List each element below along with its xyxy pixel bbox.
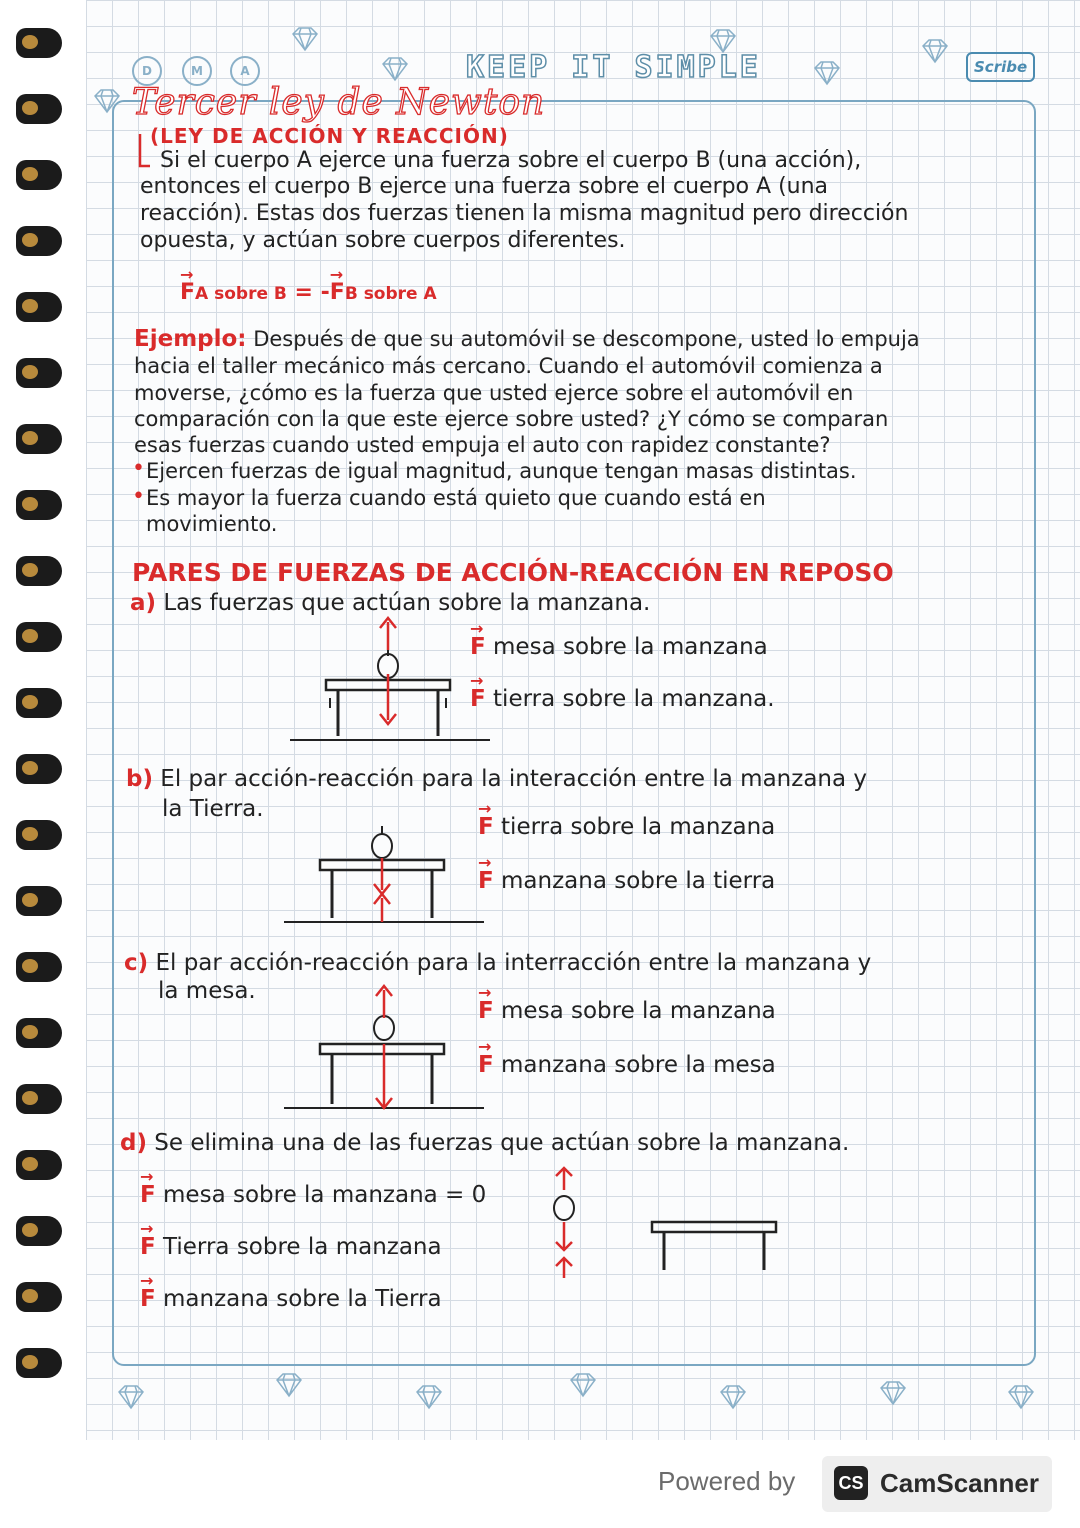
- bullet-dot: •: [132, 456, 145, 481]
- ring: [16, 1282, 62, 1312]
- force-text: manzana sobre la Tierra: [163, 1286, 442, 1312]
- ring: [16, 1216, 62, 1246]
- part-text: Las fuerzas que actúan sobre la manzana.: [163, 590, 651, 616]
- force-text: mesa sobre la manzana: [501, 998, 776, 1024]
- diamond-icon: [878, 1380, 908, 1406]
- force-text: Tierra sobre la manzana: [163, 1234, 442, 1260]
- ring: [16, 1150, 62, 1180]
- camscanner-logo-icon: CS: [834, 1466, 868, 1500]
- force-label: [140, 1234, 442, 1260]
- vector-f-icon: → F: [470, 686, 486, 712]
- subtitle: (LEY DE ACCIÓN Y REACCIÓN): [150, 124, 509, 148]
- part-text-continuation: la mesa.: [158, 978, 256, 1004]
- formula-equals: = -: [294, 280, 330, 305]
- example-line: hacia el taller mecánico más cercano. Cuando el automóvil comienza a: [134, 354, 883, 378]
- part-letter: d): [120, 1130, 147, 1156]
- header-circle-m: M: [182, 56, 212, 86]
- force-text: tierra sobre la manzana.: [493, 686, 775, 712]
- part-letter: a): [130, 590, 157, 616]
- diagram-d: [540, 1166, 800, 1286]
- definition-line: entonces el cuerpo B ejerce una fuerza sobre el cuerpo A (una: [140, 174, 829, 199]
- spiral-binding: [0, 0, 86, 1440]
- ring: [16, 886, 62, 916]
- part-d-heading: [120, 1130, 849, 1156]
- bullet-item: Ejercen fuerzas de igual magnitud, aunque tengan masas distintas.: [146, 459, 857, 483]
- bullet-item: Es mayor la fuerza cuando está quieto que cuando está en: [146, 486, 766, 510]
- force-label: [478, 998, 776, 1024]
- part-letter: b): [126, 766, 153, 792]
- force-text: mesa sobre la manzana = 0: [163, 1182, 487, 1208]
- section-heading: PARES DE FUERZAS DE ACCIÓN-REACCIÓN EN REPOSO: [132, 558, 894, 587]
- force-label: [478, 814, 775, 840]
- example-line: esas fuerzas cuando usted empuja el auto con rapidez constante?: [134, 433, 831, 457]
- ring: [16, 556, 62, 586]
- diamond-icon: [568, 1372, 598, 1398]
- ring: [16, 688, 62, 718]
- part-text-continuation: la Tierra.: [162, 796, 264, 822]
- example-line-1: [134, 326, 920, 352]
- powered-by-text: Powered by: [658, 1466, 796, 1496]
- vector-f-icon: → F: [140, 1286, 156, 1312]
- vector-f-icon: → F: [478, 868, 494, 894]
- bullet-dot: •: [132, 484, 145, 509]
- formula: [180, 280, 437, 305]
- vector-f-icon: → F: [470, 634, 486, 660]
- ring: [16, 1018, 62, 1048]
- example-label: Ejemplo:: [134, 326, 247, 352]
- part-text: El par acción-reacción para la interacción entre la manzana y: [160, 766, 868, 792]
- force-text: tierra sobre la manzana: [501, 814, 776, 840]
- diagram-a: [290, 612, 500, 744]
- example-text: Después de que su automóvil se descompone, usted lo empuja: [253, 327, 920, 351]
- diagram-c: [284, 984, 494, 1112]
- ring: [16, 1348, 62, 1378]
- force-label: [478, 1052, 776, 1078]
- ring: [16, 226, 62, 256]
- camscanner-name: CamScanner: [880, 1468, 1039, 1498]
- ring: [16, 94, 62, 124]
- diamond-icon: [116, 1384, 146, 1410]
- diamond-icon: [708, 28, 738, 54]
- formula-subscript: B sobre A: [344, 284, 437, 304]
- ring: [16, 424, 62, 454]
- diamond-icon: [812, 60, 842, 86]
- example-line: comparación con la que este ejerce sobre usted? ¿Y cómo se comparan: [134, 407, 889, 431]
- part-text: El par acción-reacción para la interracción entre la manzana y: [155, 950, 872, 976]
- diamond-icon: [1006, 1384, 1036, 1410]
- definition-line: Si el cuerpo A ejerce una fuerza sobre el cuerpo B (una acción),: [160, 148, 862, 173]
- diamond-icon: [718, 1384, 748, 1410]
- force-text: manzana sobre la mesa: [501, 1052, 776, 1078]
- force-text: manzana sobre la tierra: [501, 868, 776, 894]
- vector-f-icon: → F: [478, 1052, 494, 1078]
- bullet-item-continuation: movimiento.: [146, 512, 278, 536]
- part-letter: c): [124, 950, 149, 976]
- ring: [16, 820, 62, 850]
- formula-subscript: A sobre B: [195, 284, 287, 304]
- brand-title: KEEP IT SIMPLE: [466, 50, 761, 85]
- diamond-icon: [274, 1372, 304, 1398]
- diamond-icon: [290, 26, 320, 52]
- diamond-icon: [920, 38, 950, 64]
- part-text: Se elimina una de las fuerzas que actúan sobre la manzana.: [154, 1130, 850, 1156]
- force-label: [470, 686, 775, 712]
- vector-f-icon: → F: [478, 998, 494, 1024]
- force-label: [478, 868, 775, 894]
- header-circle-a: A: [230, 56, 260, 86]
- force-text: mesa sobre la manzana: [493, 634, 768, 660]
- ring: [16, 160, 62, 190]
- diagram-b: [284, 818, 494, 926]
- vector-f-icon: → F: [478, 814, 494, 840]
- part-b-heading: [126, 766, 867, 792]
- diamond-icon: [380, 56, 410, 82]
- part-c-heading: [124, 950, 871, 976]
- vector-f-icon: → F: [330, 280, 345, 305]
- definition-line: reacción). Estas dos fuerzas tienen la misma magnitud pero dirección: [140, 201, 909, 226]
- ring: [16, 292, 62, 322]
- force-label: [140, 1182, 486, 1208]
- page-title: Tercer ley de Newton: [132, 82, 546, 123]
- ring: [16, 952, 62, 982]
- ring: [16, 622, 62, 652]
- vector-f-icon: → F: [180, 280, 195, 305]
- ring: [16, 754, 62, 784]
- scribe-badge: Scribe: [966, 52, 1035, 82]
- camscanner-badge: [822, 1456, 1052, 1512]
- bracket-icon: [136, 132, 150, 172]
- vector-f-icon: → F: [140, 1234, 156, 1260]
- force-label: [140, 1286, 442, 1312]
- definition-line: opuesta, y actúan sobre cuerpos diferentes.: [140, 228, 626, 253]
- ring: [16, 1084, 62, 1114]
- diamond-icon: [414, 1384, 444, 1410]
- ring: [16, 358, 62, 388]
- ring: [16, 28, 62, 58]
- header-circle-d: D: [132, 56, 162, 86]
- example-line: moverse, ¿cómo es la fuerza que usted ejerce sobre el automóvil en: [134, 381, 854, 405]
- ring: [16, 490, 62, 520]
- force-label: [470, 634, 768, 660]
- vector-f-icon: → F: [140, 1182, 156, 1208]
